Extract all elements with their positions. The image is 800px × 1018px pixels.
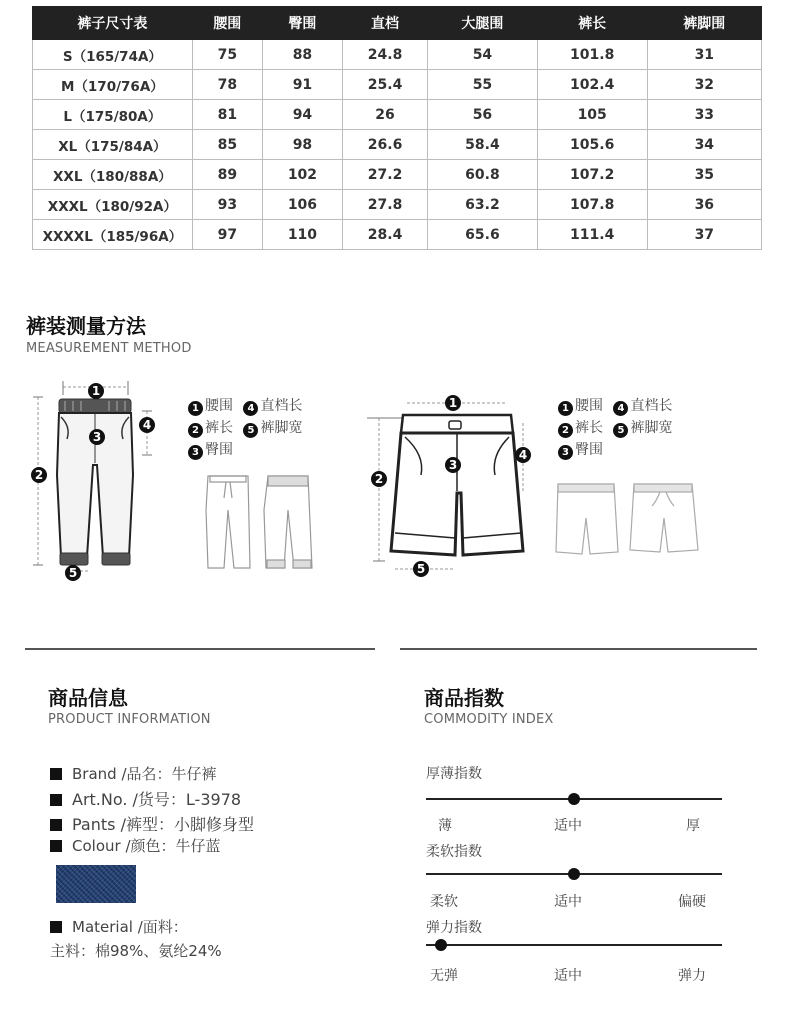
legend-num: 2 xyxy=(558,423,573,438)
measure-cell: 26.6 xyxy=(342,130,427,160)
header-waist: 腰围 xyxy=(192,7,262,40)
measure-cell: 37 xyxy=(647,220,761,250)
legend-length: 裤长 xyxy=(575,420,603,436)
measure-cell: 93 xyxy=(192,190,262,220)
bullet-square-icon xyxy=(50,819,62,831)
shorts-num-4: 4 xyxy=(518,448,528,462)
legend-num: 2 xyxy=(188,423,203,438)
shorts-num-5: 5 xyxy=(416,562,426,576)
table-row xyxy=(33,40,762,70)
measure-cell: 28.4 xyxy=(342,220,427,250)
bullet-square-icon xyxy=(50,840,62,852)
measure-cell: 35 xyxy=(647,160,761,190)
legend-hip: 臀围 xyxy=(575,442,603,458)
shorts-num-3: 3 xyxy=(448,458,458,472)
legend-rise: 直档长 xyxy=(260,398,303,414)
measure-cell: 111.4 xyxy=(537,220,647,250)
softness-right: 偏硬 xyxy=(678,894,706,910)
softness-indicator xyxy=(568,868,580,880)
pants-type-text: Pants /裤型：小脚修身型 xyxy=(72,815,254,834)
thickness-right: 厚 xyxy=(686,818,700,834)
measure-cell: 75 xyxy=(192,40,262,70)
measure-cell: 102.4 xyxy=(537,70,647,100)
measure-cell: 106 xyxy=(262,190,342,220)
measure-cell: 36 xyxy=(647,190,761,220)
measure-cell: 89 xyxy=(192,160,262,190)
legend-num: 3 xyxy=(558,445,573,460)
legend-length: 裤长 xyxy=(205,420,233,436)
elasticity-label: 弹力指数 xyxy=(426,920,482,936)
brand-text: Brand /品名：牛仔裤 xyxy=(72,765,217,783)
size-cell: XXL（180/88A） xyxy=(33,160,193,190)
legend-num: 5 xyxy=(243,423,258,438)
pants-num-1: 1 xyxy=(91,384,101,398)
measure-cell: 98 xyxy=(262,130,342,160)
bullet-square-icon xyxy=(50,921,62,933)
measure-cell: 81 xyxy=(192,100,262,130)
denim-color-swatch xyxy=(56,865,136,903)
measure-cell: 31 xyxy=(647,40,761,70)
shorts-measure-diagram xyxy=(365,383,535,583)
divider-left xyxy=(25,648,375,650)
measurement-title: 裤装测量方法 xyxy=(26,314,146,338)
measure-cell: 85 xyxy=(192,130,262,160)
pants-num-2: 2 xyxy=(34,468,44,482)
measure-cell: 88 xyxy=(262,40,342,70)
pants-measure-diagram xyxy=(25,375,165,590)
measure-cell: 58.4 xyxy=(428,130,538,160)
shorts-legend xyxy=(558,395,672,461)
thickness-left: 薄 xyxy=(438,818,452,834)
thickness-indicator xyxy=(568,793,580,805)
table-row xyxy=(33,70,762,100)
measure-cell: 63.2 xyxy=(428,190,538,220)
header-thigh: 大腿围 xyxy=(428,7,538,40)
measure-cell: 54 xyxy=(428,40,538,70)
art-no-text: Art.No. /货号：L-3978 xyxy=(72,790,242,809)
legend-rise: 直档长 xyxy=(630,398,673,414)
colour-text: Colour /颜色：牛仔蓝 xyxy=(72,837,221,855)
softness-left: 柔软 xyxy=(430,894,458,910)
measure-cell: 110 xyxy=(262,220,342,250)
legend-hip: 臀围 xyxy=(205,442,233,458)
divider-right xyxy=(400,648,757,650)
shorts-sketch-icon xyxy=(552,478,707,558)
bullet-square-icon xyxy=(50,768,62,780)
legend-num: 4 xyxy=(613,401,628,416)
commodity-index-title: 商品指数 xyxy=(424,686,504,710)
size-cell: XXXXL（185/96A） xyxy=(33,220,193,250)
table-row xyxy=(33,220,762,250)
header-rise: 直档 xyxy=(342,7,427,40)
measure-cell: 56 xyxy=(428,100,538,130)
measure-cell: 107.8 xyxy=(537,190,647,220)
product-info-title: 商品信息 xyxy=(48,686,128,710)
measure-cell: 27.8 xyxy=(342,190,427,220)
thickness-mid: 适中 xyxy=(554,818,582,834)
header-length: 裤长 xyxy=(537,7,647,40)
elasticity-indicator xyxy=(435,939,447,951)
size-table-header xyxy=(33,7,762,40)
table-row xyxy=(33,190,762,220)
thickness-label: 厚薄指数 xyxy=(426,766,482,782)
legend-num: 3 xyxy=(188,445,203,460)
size-table-body xyxy=(33,40,762,250)
measure-cell: 65.6 xyxy=(428,220,538,250)
commodity-index-subtitle: COMMODITY INDEX xyxy=(424,712,554,727)
size-cell: L（175/80A） xyxy=(33,100,193,130)
table-row xyxy=(33,100,762,130)
size-cell: S（165/74A） xyxy=(33,40,193,70)
pants-num-5: 5 xyxy=(68,566,78,580)
measure-cell: 102 xyxy=(262,160,342,190)
material-text: Material /面料： xyxy=(72,918,188,936)
pants-num-3: 3 xyxy=(92,430,102,444)
softness-label: 柔软指数 xyxy=(426,844,482,860)
legend-num: 1 xyxy=(188,401,203,416)
legend-hem: 裤脚宽 xyxy=(260,420,303,436)
measure-cell: 32 xyxy=(647,70,761,100)
measure-cell: 78 xyxy=(192,70,262,100)
measurement-subtitle: MEASUREMENT METHOD xyxy=(26,341,192,356)
size-cell: XL（175/84A） xyxy=(33,130,193,160)
measure-cell: 26 xyxy=(342,100,427,130)
shorts-num-2: 2 xyxy=(374,472,384,486)
bullet-square-icon xyxy=(50,794,62,806)
size-table xyxy=(32,6,762,250)
measure-cell: 25.4 xyxy=(342,70,427,100)
elasticity-mid: 适中 xyxy=(554,968,582,984)
material-detail-text: 主料：棉98%、氨纶24% xyxy=(50,942,222,960)
measure-cell: 94 xyxy=(262,100,342,130)
legend-num: 4 xyxy=(243,401,258,416)
elasticity-right: 弹力 xyxy=(678,968,706,984)
pants-legend xyxy=(188,395,302,461)
table-row xyxy=(33,130,762,160)
table-row xyxy=(33,160,762,190)
product-info-subtitle: PRODUCT INFORMATION xyxy=(48,712,211,727)
softness-mid: 适中 xyxy=(554,894,582,910)
measure-cell: 60.8 xyxy=(428,160,538,190)
header-hem: 裤脚围 xyxy=(647,7,761,40)
shorts-num-1: 1 xyxy=(448,396,458,410)
pants-sketch-icon xyxy=(200,470,325,575)
measure-cell: 101.8 xyxy=(537,40,647,70)
measure-cell: 33 xyxy=(647,100,761,130)
elasticity-track xyxy=(426,944,722,946)
pants-num-4: 4 xyxy=(142,418,152,432)
legend-hem: 裤脚宽 xyxy=(630,420,673,436)
legend-num: 1 xyxy=(558,401,573,416)
elasticity-left: 无弹 xyxy=(430,968,458,984)
legend-num: 5 xyxy=(613,423,628,438)
size-cell: XXXL（180/92A） xyxy=(33,190,193,220)
measure-cell: 24.8 xyxy=(342,40,427,70)
size-cell: M（170/76A） xyxy=(33,70,193,100)
measure-cell: 91 xyxy=(262,70,342,100)
measure-cell: 107.2 xyxy=(537,160,647,190)
measure-cell: 105.6 xyxy=(537,130,647,160)
legend-waist: 腰围 xyxy=(575,398,603,414)
measure-cell: 97 xyxy=(192,220,262,250)
legend-waist: 腰围 xyxy=(205,398,233,414)
measure-cell: 55 xyxy=(428,70,538,100)
header-size: 裤子尺寸表 xyxy=(33,7,193,40)
measure-cell: 34 xyxy=(647,130,761,160)
header-hip: 臀围 xyxy=(262,7,342,40)
measure-cell: 27.2 xyxy=(342,160,427,190)
measure-cell: 105 xyxy=(537,100,647,130)
